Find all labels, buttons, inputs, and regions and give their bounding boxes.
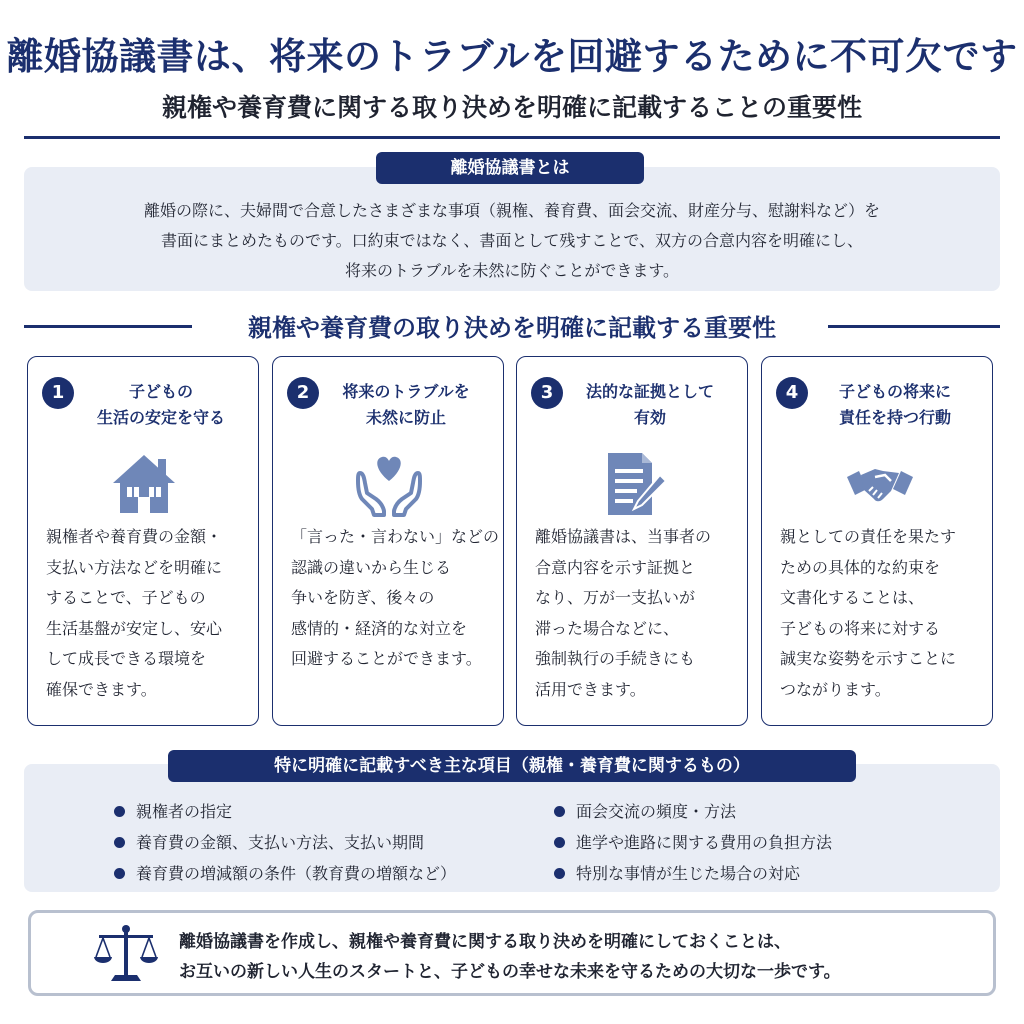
card-number-badge: 3 [531,377,563,409]
card-title-line: 子どもの [128,382,193,401]
card-title-line: 有効 [633,408,666,427]
card-body-line: 生活基盤が安定し、安心 [46,618,223,638]
importance-card-1 [27,356,259,726]
card-body-line: 争いを防ぎ、後々の [291,588,435,607]
card-body [46,522,248,705]
house-icon [109,449,179,519]
list-item: 特別な事情が生じた場合の対応 [552,858,832,889]
card-title [317,379,495,431]
importance-card-2 [272,356,504,726]
card-title-line: 法的な証拠として [585,382,714,401]
card-body-line: 強制執行の手続きにも [535,649,696,668]
card-body-line: 認識の違いから生じる [291,557,452,577]
card-body-line: 離婚協議書は、当事者の [535,527,712,546]
card-body-line: 合意内容を示す証拠と [535,557,696,577]
items-heading: 特に明確に記載すべき主な項目（親権・養育費に関するもの） [168,750,856,782]
card-title-line: 未然に防止 [365,408,446,427]
card-body-line: ための具体的な約束を [780,557,941,577]
card-body-line: して成長できる環境を [46,649,207,668]
card-body [535,522,737,705]
card-body [291,522,500,675]
importance-section-header [0,308,1024,344]
card-body-line: 親権者や養育費の金額・ [46,527,223,546]
scales-icon [93,921,159,987]
card-body-line: 確保できます。 [46,679,157,699]
card-body-line: 回避することができます。 [291,649,482,668]
definition-line: 離婚の際に、夫婦間で合意したさまざまな事項（親権、養育費、面会交流、財産分与、慰謝料など）を [143,201,880,220]
card-body-line: 子どもの将来に対する [780,618,941,638]
card-title-line: 生活の安定を守る [96,408,225,427]
importance-card-4 [761,356,993,726]
closing-line: 離婚協議書を作成し、親権や養育費に関する取り決めを明確にしておくことは、 [179,932,791,952]
definition-heading: 離婚協議書とは [376,152,644,184]
card-number-badge: 1 [42,377,74,409]
items-list-right [552,796,832,889]
card-body-line: なり、万が一支払いが [535,588,696,607]
handshake-icon [838,449,922,519]
list-item: 養育費の増減額の条件（教育費の増額など） [112,858,456,889]
card-title [806,379,984,431]
card-title [72,379,250,431]
definition-line: 将来のトラブルを未然に防ぐことができます。 [344,261,680,280]
card-body-line: 「言った・言わない」などの [291,527,500,546]
heart-hands-icon [354,449,424,519]
closing-line: お互いの新しい人生のスタートと、子どもの幸せな未来を守るための大切な一歩です。 [179,962,841,982]
page-title: 離婚協議書は、将来のトラブルを回避するために不可欠です [6,34,1018,78]
title-divider [24,136,1000,139]
card-body-line: 親としての責任を果たす [780,527,957,546]
document-pen-icon [598,449,668,519]
card-title-line: 責任を持つ行動 [838,408,951,427]
card-body-line: することで、子どもの [46,588,206,607]
list-item: 親権者の指定 [112,796,456,827]
definition-line: 書面にまとめたものです。口約束ではなく、書面として残すことで、双方の合意内容を明確にし、 [160,231,864,250]
card-body-line: 支払い方法などを明確に [46,557,223,577]
card-number-badge: 2 [287,377,319,409]
card-body [780,522,982,705]
closing-text [179,927,841,987]
card-body-line: 滞った場合などに、 [535,618,680,638]
importance-card-3 [516,356,748,726]
definition-text [24,196,1000,286]
closing-box [28,910,996,996]
importance-heading: 親権や養育費の取り決めを明確に記載する重要性 [248,313,776,342]
list-item: 進学や進路に関する費用の負担方法 [552,827,832,858]
card-body-line: つながります。 [780,679,891,699]
list-item: 面会交流の頻度・方法 [552,796,832,827]
card-body-line: 文書化することは、 [780,588,925,607]
card-body-line: 感情的・経済的な対立を [291,618,468,638]
items-list-left [112,796,456,889]
card-body-line: 活用できます。 [535,679,646,699]
card-title-line: 子どもの将来に [838,382,951,401]
card-number-badge: 4 [776,377,808,409]
list-item: 養育費の金額、支払い方法、支払い期間 [112,827,456,858]
card-title-line: 将来のトラブルを [342,382,470,401]
page-subtitle: 親権や養育費に関する取り決めを明確に記載することの重要性 [161,93,862,122]
card-title [561,379,739,431]
card-body-line: 誠実な姿勢を示すことに [780,649,957,668]
